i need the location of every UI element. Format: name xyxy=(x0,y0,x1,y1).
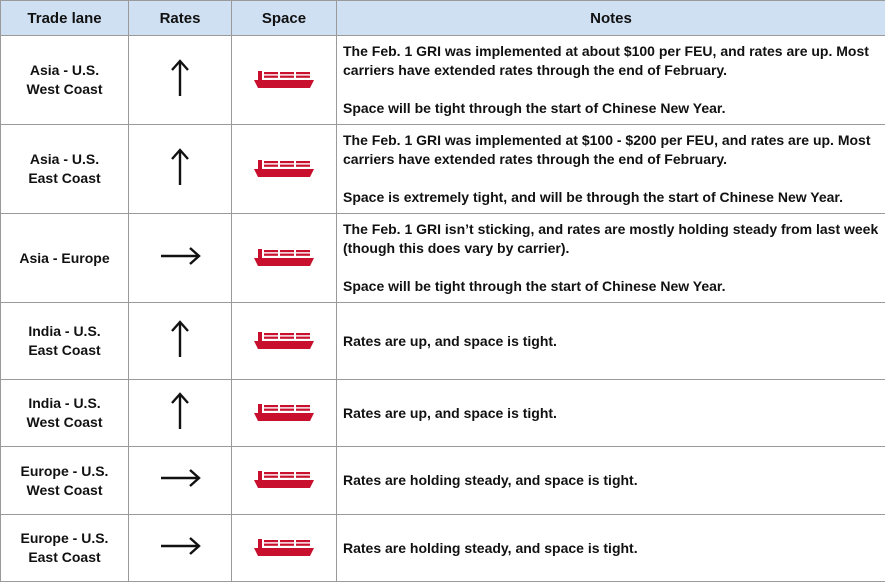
up-arrow-icon xyxy=(155,58,205,98)
trade-lane-line1: India - U.S. xyxy=(28,323,101,339)
note-space-text: Space will be tight through the start of Chinese New Year. xyxy=(343,278,726,294)
cargo-ship-icon xyxy=(252,155,316,179)
trade-lane-line1: Asia - U.S. xyxy=(29,62,100,78)
trade-lane-line2: West Coast xyxy=(26,481,103,498)
rate-cell xyxy=(129,125,232,214)
rate-cell xyxy=(129,515,232,582)
table-row xyxy=(1,36,885,125)
notes-cell xyxy=(337,125,885,214)
trade-lane-cell xyxy=(1,303,129,380)
header-rates: Rates xyxy=(129,1,232,36)
note-text: Rates are up, and space is tight. xyxy=(343,404,557,421)
trade-lane-cell xyxy=(1,515,129,582)
table-row xyxy=(1,125,885,214)
cargo-ship-icon xyxy=(252,399,316,423)
note-text: The Feb. 1 GRI was implemented at $100 - $200 per FEU, and rates are up. Most carriers have extended rates through the end of February. xyxy=(343,132,871,167)
note-space-text: Space will be tight through the start of Chinese New Year. xyxy=(343,100,726,116)
header-notes: Notes xyxy=(337,1,885,36)
note-text: The Feb. 1 GRI was implemented at about $100 per FEU, and rates are up. Most carriers have extended rates through the end of February. xyxy=(343,43,869,78)
rate-cell xyxy=(129,447,232,515)
note-text: Rates are up, and space is tight. xyxy=(343,332,557,349)
header-row xyxy=(1,1,885,36)
right-arrow-icon xyxy=(155,526,205,566)
trade-lane-line2: West Coast xyxy=(26,414,103,430)
trade-lane-cell xyxy=(1,125,129,214)
notes-cell xyxy=(337,515,885,582)
trade-lane-line1: Asia - U.S. xyxy=(29,151,100,167)
trade-lane-line1: Asia - Europe xyxy=(19,249,110,266)
trade-lane-line1: Europe - U.S. xyxy=(20,530,109,546)
rate-cell xyxy=(129,303,232,380)
note-text: Rates are holding steady, and space is tight. xyxy=(343,539,638,556)
cargo-ship-icon xyxy=(252,66,316,90)
table-row xyxy=(1,447,885,515)
space-cell xyxy=(232,125,337,214)
trade-lane-line2: West Coast xyxy=(26,81,103,97)
notes-cell xyxy=(337,303,885,380)
up-arrow-icon xyxy=(155,147,205,187)
trade-lane-cell xyxy=(1,447,129,515)
cargo-ship-icon xyxy=(252,534,316,558)
trade-lane-line2: East Coast xyxy=(28,549,101,565)
trade-lane-cell xyxy=(1,214,129,303)
right-arrow-icon xyxy=(155,236,205,276)
note-text: Rates are holding steady, and space is tight. xyxy=(343,472,638,488)
rate-cell xyxy=(129,214,232,303)
table-row xyxy=(1,303,885,380)
space-cell xyxy=(232,515,337,582)
trade-lane-line2: East Coast xyxy=(28,342,101,358)
trade-lane-cell xyxy=(1,380,129,447)
table-row xyxy=(1,214,885,303)
up-arrow-icon xyxy=(155,319,205,359)
header-space: Space xyxy=(232,1,337,36)
notes-cell xyxy=(337,380,885,447)
notes-cell xyxy=(337,36,885,125)
cargo-ship-icon xyxy=(252,466,316,490)
trade-lane-cell xyxy=(1,36,129,125)
cargo-ship-icon xyxy=(252,244,316,268)
up-arrow-icon xyxy=(155,391,205,431)
table-row xyxy=(1,380,885,447)
space-cell xyxy=(232,447,337,515)
trade-lane-line2: East Coast xyxy=(28,170,101,186)
space-cell xyxy=(232,36,337,125)
right-arrow-icon xyxy=(155,458,205,498)
space-cell xyxy=(232,303,337,380)
note-text: The Feb. 1 GRI isn’t sticking, and rates are mostly holding steady from last week (though this does vary by carrier). xyxy=(343,221,879,256)
space-cell xyxy=(232,380,337,447)
trade-lane-line1: Europe - U.S. xyxy=(20,462,109,479)
header-trade-lane: Trade lane xyxy=(1,1,129,36)
rate-cell xyxy=(129,36,232,125)
table-row xyxy=(1,515,885,582)
notes-cell xyxy=(337,447,885,515)
space-cell xyxy=(232,214,337,303)
rate-cell xyxy=(129,380,232,447)
note-space-text: Space is extremely tight, and will be through the start of Chinese New Year. xyxy=(343,189,843,205)
trade-lane-line1: India - U.S. xyxy=(28,395,101,411)
cargo-ship-icon xyxy=(252,327,316,351)
notes-cell xyxy=(337,214,885,303)
